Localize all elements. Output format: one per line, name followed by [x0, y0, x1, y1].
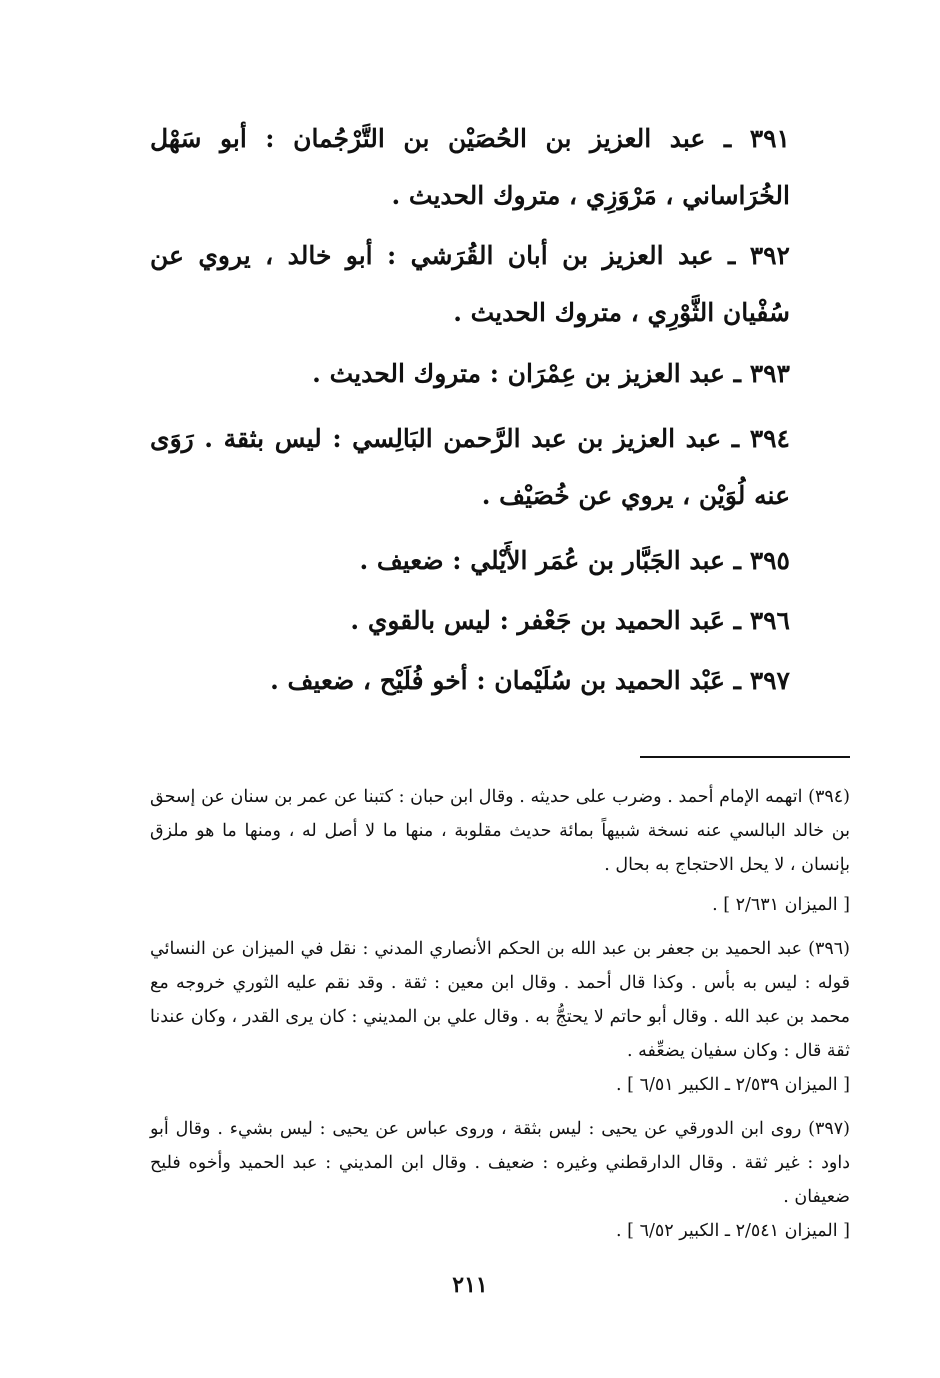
footnote-394: [150, 780, 850, 922]
footnote-396: [150, 932, 850, 1102]
entry-393: ٣٩٣ ـ عبد العزيز بن عِمْرَان : متروك الحديث .: [312, 359, 790, 388]
entry-391: ٣٩١ ـ عبد العزيز بن الحُصَيْن بن التَّرْجُمان : أبو سَهْل الخُرَاساني ، مَرْوَزِي ، متروك الحديث .: [150, 124, 790, 210]
footnote-divider: [640, 756, 850, 758]
entry-396: ٣٩٦ ـ عَبد الحميد بن جَعْفر : ليس بالقوي .: [350, 606, 790, 635]
footnotes: [150, 780, 850, 1258]
footnote-body: (٣٩٧) روى ابن الدورقي عن يحيى : ليس بثقة ، وروى عباس عن يحيى : ليس بشيء . وقال أبو داود : غير ثقة . وقال الدارقطني وغيره : ضعيف . وقال ابن المديني : عبد الحميد وأخوه فليح ضعيفان .: [150, 1119, 850, 1207]
footnote-body: (٣٩٦) عبد الحميد بن جعفر بن عبد الله بن الحكم الأنصاري المدني : نقل في الميزان عن النسائي قوله : ليس به بأس . وكذا قال أحمد . وقال ابن معين : ثقة . وقد نقم عليه الثوري خروجه مع محمد بن عبد الله . وقال أبو حاتم لا يحتجُّ به . وقال علي بن المديني : كان يرى القدر ، وكان عندنا ثقة قال : وكان سفيان يضعِّفه .: [150, 939, 850, 1061]
entry-397: ٣٩٧ ـ عَبْد الحميد بن سُلَيْمان : أخو فُلَيْح ، ضعيف .: [270, 666, 790, 695]
page-number: ٢١١: [452, 1272, 488, 1298]
main-text: [150, 110, 790, 712]
footnote-397: [150, 1112, 850, 1248]
footnote-reference: [ الميزان ٢/٦٣١ ] .: [712, 895, 850, 915]
entry-395: ٣٩٥ ـ عبد الجَبَّار بن عُمَر الأَيْلي : ضعيف .: [359, 546, 790, 575]
entry-392: ٣٩٢ ـ عبد العزيز بن أبان القُرَشي : أبو خالد ، يروي عن سُفْيان الثَّوْرِي ، متروك الحديث .: [150, 241, 790, 327]
footnote-reference: [ الميزان ٢/٥٣٩ ـ الكبير ٦/٥١ ] .: [616, 1075, 850, 1095]
entry-394: ٣٩٤ ـ عبد العزيز بن عبد الرَّحمن البَالِسي : ليس بثقة . رَوَى عنه لُوَيْن ، يروي عن خُصَيْف .: [150, 424, 790, 510]
footnote-body: (٣٩٤) اتهمه الإمام أحمد . وضرب على حديثه . وقال ابن حبان : كتبنا عن عمر بن سنان عن إسحق بن خالد البالسي عنه نسخة شبيهاً بمائة حديث مقلوبة ، منها ما لا أصل له ، ومنها ما هو ملزق بإنسان ، لا يحل الاحتجاج به بحال .: [150, 787, 850, 875]
footnote-reference: [ الميزان ٢/٥٤١ ـ الكبير ٦/٥٢ ] .: [616, 1221, 850, 1241]
